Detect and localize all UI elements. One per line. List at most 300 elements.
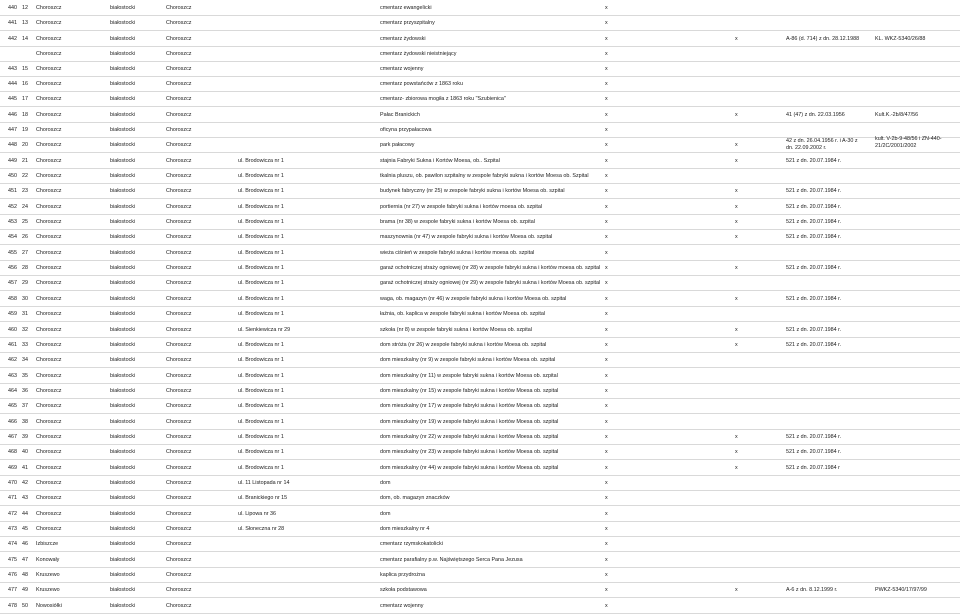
row-lp: 470 xyxy=(8,480,17,486)
row-locality: Kruszewo xyxy=(36,572,60,578)
row-commune: Choroszcz xyxy=(166,96,192,102)
row-county: białostocki xyxy=(110,81,136,87)
row-commune: Choroszcz xyxy=(166,158,192,164)
row-commune: Choroszcz xyxy=(166,112,192,118)
table-row xyxy=(0,138,960,153)
row-nr: 19 xyxy=(22,127,28,133)
row-nr: 31 xyxy=(22,311,28,317)
table-row xyxy=(0,460,960,476)
table-row xyxy=(0,230,960,245)
row-register: 521 z dn. 20.07.1984 r. xyxy=(786,265,842,271)
row-notes: Kult.K.-2b/8/47/56 xyxy=(875,112,919,118)
row-locality: Choroszcz xyxy=(36,5,62,11)
row-county: białostocki xyxy=(110,541,136,547)
row-commune: Choroszcz xyxy=(166,342,192,348)
row-register: 521 z dn. 20.07.1984 r. xyxy=(786,434,842,440)
row-locality: Choroszcz xyxy=(36,127,62,133)
table-row xyxy=(0,445,960,460)
row-address: ul. Brodowicza nr 1 xyxy=(238,434,284,440)
row-lp: 447 xyxy=(8,127,17,133)
row-address: ul. Lipowa nr 36 xyxy=(238,511,277,517)
row-locality: Choroszcz xyxy=(36,66,62,72)
row-commune: Choroszcz xyxy=(166,250,192,256)
row-object: cmentarz żydowski nieistniejący xyxy=(380,51,457,57)
table-row xyxy=(0,476,960,491)
row-register: 521 z dn. 20.07.1984 r. xyxy=(786,234,842,240)
table-row xyxy=(0,199,960,215)
row-locality: Choroszcz xyxy=(36,526,62,532)
row-object: garaż ochotniczej straży ogniowej (nr 28) w zespole fabryki sukna i kortów moesa ob. szpital xyxy=(380,265,601,271)
row-lp: 453 xyxy=(8,219,17,225)
row-register: 521 z dn. 20.07.1984 r. xyxy=(786,188,842,194)
row-mark-a: x xyxy=(605,311,608,317)
table-row xyxy=(0,62,960,77)
row-lp: 475 xyxy=(8,557,17,563)
row-register: 42 z dn. 26.04.1956 r. i A-30 z dn. 22.09.2002 r. xyxy=(786,138,858,151)
table-row xyxy=(0,322,960,338)
row-nr: 33 xyxy=(22,342,28,348)
row-county: białostocki xyxy=(110,188,136,194)
row-nr: 30 xyxy=(22,296,28,302)
row-mark-b: x xyxy=(735,219,738,225)
row-nr: 39 xyxy=(22,434,28,440)
row-lp: 449 xyxy=(8,158,17,164)
row-locality: Konowały xyxy=(36,557,60,563)
row-locality: Choroszcz xyxy=(36,36,62,42)
row-lp: 441 xyxy=(8,20,17,26)
row-locality: Choroszcz xyxy=(36,434,62,440)
row-lp: 463 xyxy=(8,373,17,379)
row-locality: Choroszcz xyxy=(36,511,62,517)
row-locality: Choroszcz xyxy=(36,495,62,501)
row-mark-a: x xyxy=(605,250,608,256)
row-object: brama (nr 38) w zespole fabryki sukna i kortów Moesa ob. szpital xyxy=(380,219,535,225)
row-lp: 459 xyxy=(8,311,17,317)
row-address: ul. Brodowicza nr 1 xyxy=(238,173,284,179)
row-address: ul. Brodowicza nr 1 xyxy=(238,373,284,379)
row-county: białostocki xyxy=(110,20,136,26)
row-county: białostocki xyxy=(110,434,136,440)
row-county: białostocki xyxy=(110,327,136,333)
row-commune: Choroszcz xyxy=(166,51,192,57)
row-object: cmentarz- zbiorowa mogiła z 1863 roku "Szubienica" xyxy=(380,96,506,102)
row-mark-a: x xyxy=(605,495,608,501)
row-notes: PWKZ-5340/17/97/99 xyxy=(875,587,927,593)
row-lp: 462 xyxy=(8,357,17,363)
row-commune: Choroszcz xyxy=(166,495,192,501)
table-row xyxy=(0,568,960,583)
table-row xyxy=(0,552,960,568)
row-mark-a: x xyxy=(605,280,608,286)
row-object: dom mieszkalny (nr 23) w zespole fabryki sukna i kortów Moesa ob. szpital xyxy=(380,449,559,455)
row-county: białostocki xyxy=(110,603,136,609)
row-county: białostocki xyxy=(110,511,136,517)
row-mark-a: x xyxy=(605,572,608,578)
row-county: białostocki xyxy=(110,142,136,148)
row-county: białostocki xyxy=(110,419,136,425)
row-commune: Choroszcz xyxy=(166,587,192,593)
row-lp: 461 xyxy=(8,342,17,348)
row-object: cmentarz ewangelicki xyxy=(380,5,432,11)
table-row xyxy=(0,31,960,47)
row-locality: Nowosiółki xyxy=(36,603,62,609)
row-register: 521 z dn. 20.07.1984 r. xyxy=(786,296,842,302)
row-commune: Choroszcz xyxy=(166,204,192,210)
table-row xyxy=(0,384,960,399)
row-mark-b: x xyxy=(735,265,738,271)
row-lp: 444 xyxy=(8,81,17,87)
row-lp: 472 xyxy=(8,511,17,517)
row-mark-b: x xyxy=(735,465,738,471)
row-locality: Choroszcz xyxy=(36,112,62,118)
row-locality: Choroszcz xyxy=(36,20,62,26)
row-object: dom xyxy=(380,511,391,517)
table-row xyxy=(0,16,960,31)
table-row xyxy=(0,215,960,230)
row-locality: Kruszewo xyxy=(36,587,60,593)
row-lp: 443 xyxy=(8,66,17,72)
row-address: ul. Branickiego nr 15 xyxy=(238,495,288,501)
row-county: białostocki xyxy=(110,219,136,225)
row-mark-b: x xyxy=(735,142,738,148)
row-locality: Choroszcz xyxy=(36,280,62,286)
table-row xyxy=(0,338,960,353)
table-row xyxy=(0,276,960,291)
row-object: dom mieszkalny (nr 9) w zespole fabryki sukna i kortów Moesa ob. szpital xyxy=(380,357,556,363)
row-lp: 457 xyxy=(8,280,17,286)
row-nr: 41 xyxy=(22,465,28,471)
row-mark-a: x xyxy=(605,204,608,210)
row-lp: 469 xyxy=(8,465,17,471)
row-address: ul. Brodowicza nr 1 xyxy=(238,280,284,286)
row-register: A-86 (d. 714) z dn. 28.12.1988 xyxy=(786,36,860,42)
row-object: portiernia (nr 27) w zespole fabryki sukna i kortów moesa ob. szpital xyxy=(380,204,543,210)
row-county: białostocki xyxy=(110,234,136,240)
row-locality: Choroszcz xyxy=(36,465,62,471)
row-locality: Choroszcz xyxy=(36,265,62,271)
row-nr: 44 xyxy=(22,511,28,517)
row-locality: Choroszcz xyxy=(36,219,62,225)
row-county: białostocki xyxy=(110,526,136,532)
row-mark-b: x xyxy=(735,204,738,210)
row-object: cmentarz przyszpitalny xyxy=(380,20,435,26)
row-mark-b: x xyxy=(735,36,738,42)
row-commune: Choroszcz xyxy=(166,66,192,72)
row-lp: 448 xyxy=(8,142,17,148)
row-county: białostocki xyxy=(110,557,136,563)
row-lp: 450 xyxy=(8,173,17,179)
row-county: białostocki xyxy=(110,311,136,317)
row-locality: Choroszcz xyxy=(36,81,62,87)
row-register: 521 z dn. 20.07.1984 r. xyxy=(786,204,842,210)
table-row xyxy=(0,245,960,261)
row-county: białostocki xyxy=(110,127,136,133)
row-notes: kult. V-2b-9-48/56 i ZN-440-21/2C/2001/2002 xyxy=(875,136,942,149)
row-lp: 464 xyxy=(8,388,17,394)
row-mark-a: x xyxy=(605,173,608,179)
table-row xyxy=(0,184,960,199)
row-address: ul. Brodowicza nr 1 xyxy=(238,465,284,471)
row-address: ul. Sienkiewicza nr 29 xyxy=(238,327,291,333)
row-commune: Choroszcz xyxy=(166,434,192,440)
row-nr: 27 xyxy=(22,250,28,256)
row-nr: 47 xyxy=(22,557,28,563)
row-address: ul. Brodowicza nr 1 xyxy=(238,403,284,409)
row-lp: 477 xyxy=(8,587,17,593)
row-mark-b: x xyxy=(735,449,738,455)
table-row xyxy=(0,368,960,384)
row-mark-a: x xyxy=(605,188,608,194)
row-nr: 15 xyxy=(22,66,28,72)
row-locality: Choroszcz xyxy=(36,449,62,455)
table-row xyxy=(0,522,960,537)
row-nr: 16 xyxy=(22,81,28,87)
row-register: 521 z dn. 20.07.1984 r. xyxy=(786,158,842,164)
table-row xyxy=(0,399,960,414)
row-mark-a: x xyxy=(605,541,608,547)
row-lp: 467 xyxy=(8,434,17,440)
table-row xyxy=(0,414,960,430)
row-object: cmentarz parafialny p.w. Najświętszego Serca Pana Jezusa xyxy=(380,557,523,563)
row-county: białostocki xyxy=(110,465,136,471)
row-mark-a: x xyxy=(605,419,608,425)
row-nr: 35 xyxy=(22,373,28,379)
row-nr: 36 xyxy=(22,388,28,394)
row-lp: 442 xyxy=(8,36,17,42)
row-address: ul. Brodowicza nr 1 xyxy=(238,265,284,271)
row-mark-a: x xyxy=(605,388,608,394)
row-address: ul. Brodowicza nr 1 xyxy=(238,388,284,394)
row-county: białostocki xyxy=(110,449,136,455)
row-locality: Choroszcz xyxy=(36,388,62,394)
row-object: dom xyxy=(380,480,391,486)
row-commune: Choroszcz xyxy=(166,541,192,547)
row-address: ul. Brodowicza nr 1 xyxy=(238,188,284,194)
row-mark-b: x xyxy=(735,112,738,118)
row-object: wieża ciśnień w zespole fabryki sukna i kortów moesa ob. szpital xyxy=(380,250,535,256)
row-nr: 48 xyxy=(22,572,28,578)
row-mark-a: x xyxy=(605,434,608,440)
row-mark-a: x xyxy=(605,81,608,87)
row-nr: 24 xyxy=(22,204,28,210)
table-row xyxy=(0,537,960,552)
row-locality: Izbiszcze xyxy=(36,541,59,547)
row-object: łaźnia, ob. kaplica w zespole fabryki sukna i kortów Moesa ob. szpital xyxy=(380,311,546,317)
row-mark-b: x xyxy=(735,188,738,194)
row-mark-b: x xyxy=(735,327,738,333)
row-address: ul. Brodowicza nr 1 xyxy=(238,357,284,363)
row-commune: Choroszcz xyxy=(166,388,192,394)
row-commune: Choroszcz xyxy=(166,5,192,11)
row-county: białostocki xyxy=(110,112,136,118)
row-address: ul. Brodowicza nr 1 xyxy=(238,342,284,348)
row-register: 521 z dn. 20.07.1984 r xyxy=(786,465,840,471)
row-locality: Choroszcz xyxy=(36,296,62,302)
row-mark-a: x xyxy=(605,480,608,486)
row-mark-a: x xyxy=(605,96,608,102)
row-nr: 18 xyxy=(22,112,28,118)
row-locality: Choroszcz xyxy=(36,311,62,317)
row-object: park pałacowy xyxy=(380,142,415,148)
row-commune: Choroszcz xyxy=(166,603,192,609)
row-commune: Choroszcz xyxy=(166,234,192,240)
table-row xyxy=(0,261,960,276)
row-county: białostocki xyxy=(110,66,136,72)
row-locality: Choroszcz xyxy=(36,173,62,179)
row-locality: Choroszcz xyxy=(36,250,62,256)
table-row xyxy=(0,598,960,614)
row-commune: Choroszcz xyxy=(166,449,192,455)
row-mark-a: x xyxy=(605,142,608,148)
row-commune: Choroszcz xyxy=(166,188,192,194)
row-object: dom mieszkalny nr 4 xyxy=(380,526,430,532)
row-commune: Choroszcz xyxy=(166,36,192,42)
row-nr: 37 xyxy=(22,403,28,409)
row-address: ul. Brodowicza nr 1 xyxy=(238,311,284,317)
row-nr: 45 xyxy=(22,526,28,532)
row-county: białostocki xyxy=(110,572,136,578)
row-county: białostocki xyxy=(110,296,136,302)
row-register: A-6 z dn. 8.12.1999 r. xyxy=(786,587,838,593)
row-mark-a: x xyxy=(605,51,608,57)
row-mark-a: x xyxy=(605,587,608,593)
row-object: dom mieszkalny (nr 22) w zespole fabryki sukna i kortów Moesa ob. szpital xyxy=(380,434,559,440)
row-commune: Choroszcz xyxy=(166,557,192,563)
row-mark-a: x xyxy=(605,296,608,302)
table-row xyxy=(0,430,960,445)
row-object: oficyna przypałacowa xyxy=(380,127,432,133)
row-mark-a: x xyxy=(605,36,608,42)
row-commune: Choroszcz xyxy=(166,173,192,179)
table-row xyxy=(0,169,960,184)
row-object: dom mieszkalny (nr 44) w zespole fabryki sukna i kortów Moesa ob. szpital xyxy=(380,465,559,471)
row-object: kaplica przydrożna xyxy=(380,572,425,578)
table-row xyxy=(0,0,960,16)
row-commune: Choroszcz xyxy=(166,357,192,363)
row-lp: 478 xyxy=(8,603,17,609)
row-notes: KL. WKZ-5340/26/88 xyxy=(875,36,926,42)
row-object: dom mieszkalny (nr 15) w zespole fabryki sukna i kortów Moesa ob. szpital xyxy=(380,388,559,394)
row-locality: Choroszcz xyxy=(36,96,62,102)
row-address: ul. Brodowicza nr 1 xyxy=(238,419,284,425)
row-mark-a: x xyxy=(605,557,608,563)
row-nr: 49 xyxy=(22,587,28,593)
row-county: białostocki xyxy=(110,480,136,486)
table-row xyxy=(0,307,960,322)
row-address: ul. 11 Listopada nr 14 xyxy=(238,480,290,486)
row-commune: Choroszcz xyxy=(166,81,192,87)
row-lp: 446 xyxy=(8,112,17,118)
row-locality: Choroszcz xyxy=(36,373,62,379)
row-mark-b: x xyxy=(735,587,738,593)
row-mark-a: x xyxy=(605,342,608,348)
row-commune: Choroszcz xyxy=(166,572,192,578)
row-mark-a: x xyxy=(605,265,608,271)
row-mark-a: x xyxy=(605,526,608,532)
row-lp: 473 xyxy=(8,526,17,532)
row-county: białostocki xyxy=(110,265,136,271)
row-register: 521 z dn. 20.07.1984 r. xyxy=(786,327,842,333)
row-mark-a: x xyxy=(605,403,608,409)
row-lp: 452 xyxy=(8,204,17,210)
row-object: szkoła (nr 8) w zespole fabryki sukna i kortów Moesa ob. szpital xyxy=(380,327,532,333)
row-locality: Choroszcz xyxy=(36,480,62,486)
row-commune: Choroszcz xyxy=(166,327,192,333)
row-object: Pałac Branickich xyxy=(380,112,420,118)
row-address: ul. Słoneczna nr 28 xyxy=(238,526,285,532)
row-county: białostocki xyxy=(110,250,136,256)
row-nr: 34 xyxy=(22,357,28,363)
row-object: dom stróża (nr 26) w zespole fabryki sukna i kortów Moesa ob. szpital xyxy=(380,342,547,348)
row-nr: 21 xyxy=(22,158,28,164)
row-locality: Choroszcz xyxy=(36,342,62,348)
table-row xyxy=(0,583,960,598)
row-county: białostocki xyxy=(110,587,136,593)
row-object: waga, ob. magazyn (nr 46) w zespole fabryki sukna i kortów Moesa ob. szpital xyxy=(380,296,567,302)
table-row xyxy=(0,107,960,123)
row-commune: Choroszcz xyxy=(166,142,192,148)
row-locality: Choroszcz xyxy=(36,419,62,425)
row-object: cmentarz wojenny xyxy=(380,66,424,72)
row-nr: 25 xyxy=(22,219,28,225)
row-object: cmentarz żydowski xyxy=(380,36,426,42)
row-nr: 17 xyxy=(22,96,28,102)
row-county: białostocki xyxy=(110,388,136,394)
row-address: ul. Brodowicza nr 1 xyxy=(238,204,284,210)
row-locality: Choroszcz xyxy=(36,327,62,333)
row-nr: 20 xyxy=(22,142,28,148)
row-address: ul. Brodowicza nr 1 xyxy=(238,158,284,164)
row-mark-a: x xyxy=(605,5,608,11)
table-row xyxy=(0,77,960,92)
row-commune: Choroszcz xyxy=(166,296,192,302)
table-row xyxy=(0,506,960,522)
row-locality: Choroszcz xyxy=(36,142,62,148)
row-mark-a: x xyxy=(605,219,608,225)
row-commune: Choroszcz xyxy=(166,403,192,409)
row-address: ul. Brodowicza nr 1 xyxy=(238,219,284,225)
row-commune: Choroszcz xyxy=(166,373,192,379)
row-lp: 468 xyxy=(8,449,17,455)
row-object: szkoła podstawowa xyxy=(380,587,427,593)
row-object: dom, ob. magazyn znaczków xyxy=(380,495,450,501)
row-nr: 13 xyxy=(22,20,28,26)
row-mark-b: x xyxy=(735,342,738,348)
row-nr: 38 xyxy=(22,419,28,425)
row-county: białostocki xyxy=(110,204,136,210)
row-nr: 32 xyxy=(22,327,28,333)
row-locality: Choroszcz xyxy=(36,51,62,57)
row-lp: 466 xyxy=(8,419,17,425)
row-commune: Choroszcz xyxy=(166,465,192,471)
row-county: białostocki xyxy=(110,5,136,11)
row-county: białostocki xyxy=(110,342,136,348)
row-lp: 474 xyxy=(8,541,17,547)
row-county: białostocki xyxy=(110,96,136,102)
row-county: białostocki xyxy=(110,51,136,57)
table-row xyxy=(0,153,960,169)
row-commune: Choroszcz xyxy=(166,127,192,133)
row-nr: 29 xyxy=(22,280,28,286)
row-object: cmentarz powstańców z 1863 roku xyxy=(380,81,463,87)
row-commune: Choroszcz xyxy=(166,526,192,532)
row-locality: Choroszcz xyxy=(36,158,62,164)
row-locality: Choroszcz xyxy=(36,234,62,240)
row-nr: 12 xyxy=(22,5,28,11)
table-row xyxy=(0,491,960,506)
row-county: białostocki xyxy=(110,280,136,286)
row-commune: Choroszcz xyxy=(166,280,192,286)
